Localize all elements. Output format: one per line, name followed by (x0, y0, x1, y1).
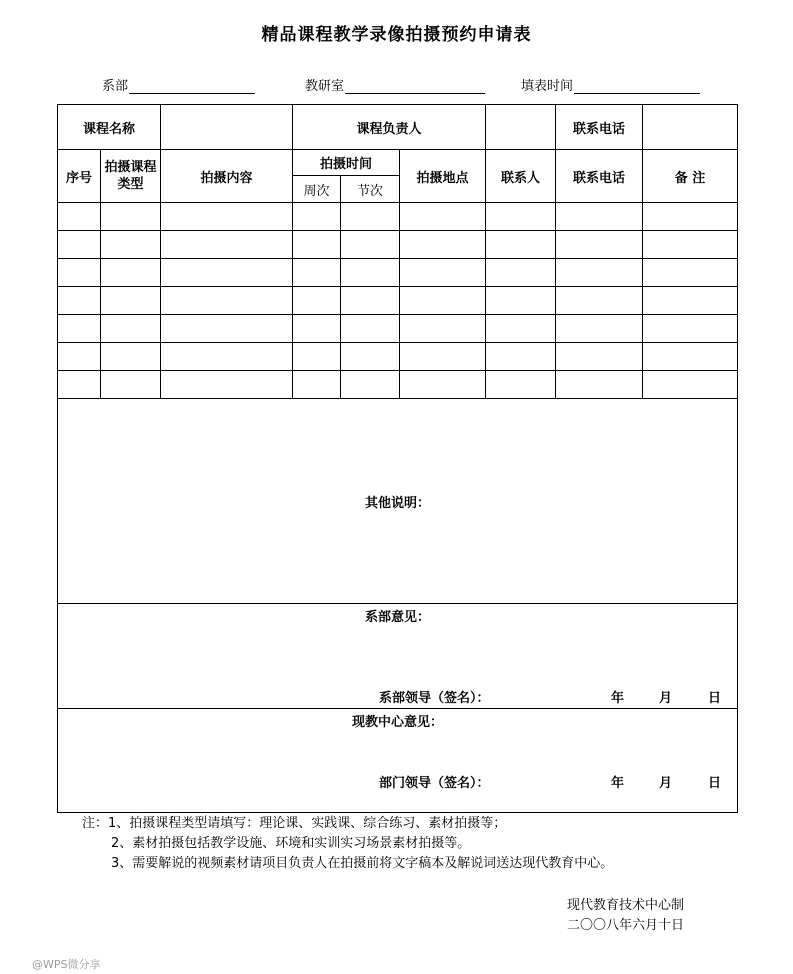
table-cell[interactable] (161, 231, 293, 259)
contact-phone-input[interactable] (643, 105, 738, 150)
table-row (58, 287, 738, 315)
table-cell[interactable] (486, 343, 556, 371)
table-cell[interactable] (58, 287, 101, 315)
center-month-label: 月 (659, 776, 673, 791)
col-shoot-location: 拍摄地点 (400, 150, 486, 203)
table-cell[interactable] (643, 343, 738, 371)
dept-day-label: 日 (708, 691, 722, 706)
table-cell[interactable] (341, 203, 400, 231)
col-week: 周次 (293, 176, 341, 203)
table-row (58, 231, 738, 259)
table-cell[interactable] (556, 231, 643, 259)
table-cell[interactable] (58, 231, 101, 259)
other-notes-label: 其他说明： (365, 495, 431, 511)
table-cell[interactable] (556, 259, 643, 287)
course-owner-label: 课程负责人 (293, 105, 486, 150)
center-year-label: 年 (611, 776, 625, 791)
col-index: 序号 (58, 150, 101, 203)
table-cell[interactable] (101, 343, 161, 371)
office-field[interactable] (305, 75, 485, 94)
table-cell[interactable] (161, 315, 293, 343)
table-cell[interactable] (556, 315, 643, 343)
table-cell[interactable] (101, 231, 161, 259)
col-remark: 备 注 (643, 150, 738, 203)
table-cell[interactable] (101, 371, 161, 399)
table-cell[interactable] (486, 315, 556, 343)
col-shoot-type: 拍摄课程类型 (101, 150, 161, 203)
dept-month-label: 月 (659, 691, 673, 706)
application-table (57, 104, 738, 813)
table-cell[interactable] (643, 231, 738, 259)
footer-block (567, 896, 684, 936)
office-blank[interactable] (345, 79, 485, 94)
table-cell[interactable] (400, 203, 486, 231)
table-cell[interactable] (101, 287, 161, 315)
center-day-label: 日 (708, 776, 722, 791)
wps-watermark: @WPS微分享 (32, 958, 101, 971)
date-label: 填表时间 (521, 79, 574, 94)
table-cell[interactable] (101, 259, 161, 287)
note-1: 注：1、拍摄课程类型请填写：理论课、实践课、综合练习、素材拍摄等； (82, 816, 507, 831)
contact-phone-label: 联系电话 (556, 105, 643, 150)
col-shoot-content: 拍摄内容 (161, 150, 293, 203)
table-cell[interactable] (341, 287, 400, 315)
footer-org: 现代教育技术中心制 (567, 898, 685, 913)
table-cell[interactable] (58, 259, 101, 287)
table-cell[interactable] (161, 203, 293, 231)
table-cell[interactable] (341, 315, 400, 343)
dept-opinion-label: 系部意见： (365, 610, 431, 625)
col-contact-person: 联系人 (486, 150, 556, 203)
table-cell[interactable] (341, 343, 400, 371)
table-cell[interactable] (400, 315, 486, 343)
table-cell[interactable] (556, 203, 643, 231)
col-shoot-time: 拍摄时间 (293, 150, 400, 176)
table-cell[interactable] (58, 343, 101, 371)
form-title: 精品课程教学录像拍摄预约申请表 (261, 25, 532, 45)
table-cell[interactable] (58, 203, 101, 231)
table-cell[interactable] (293, 371, 341, 399)
table-cell[interactable] (293, 315, 341, 343)
table-cell[interactable] (161, 287, 293, 315)
center-opinion-section[interactable] (58, 709, 738, 813)
table-cell[interactable] (400, 231, 486, 259)
table-cell[interactable] (643, 287, 738, 315)
table-row (58, 315, 738, 343)
date-blank[interactable] (574, 79, 700, 94)
table-cell[interactable] (556, 371, 643, 399)
center-signer-label: 部门领导（签名）： (379, 776, 490, 791)
table-cell[interactable] (161, 371, 293, 399)
table-row (58, 343, 738, 371)
table-cell[interactable] (486, 287, 556, 315)
table-cell[interactable] (643, 371, 738, 399)
table-cell[interactable] (486, 259, 556, 287)
dept-signer-label: 系部领导（签名）： (379, 691, 490, 706)
dept-year-label: 年 (611, 691, 625, 706)
footer-date: 二〇〇八年六月十日 (567, 918, 685, 933)
table-cell[interactable] (293, 343, 341, 371)
table-cell[interactable] (643, 203, 738, 231)
table-cell[interactable] (293, 203, 341, 231)
table-cell[interactable] (58, 315, 101, 343)
entry-rows (58, 203, 738, 399)
note-3: 3、需要解说的视频素材请项目负责人在拍摄前将文字稿本及解说词送达现代教育中心。 (111, 856, 614, 871)
table-cell[interactable] (293, 287, 341, 315)
table-cell[interactable] (101, 203, 161, 231)
course-name-input[interactable] (161, 105, 293, 150)
table-cell[interactable] (400, 287, 486, 315)
date-field[interactable] (521, 75, 700, 94)
table-cell[interactable] (486, 371, 556, 399)
table-row (58, 371, 738, 399)
table-cell[interactable] (341, 231, 400, 259)
dept-opinion-section[interactable] (58, 604, 738, 709)
table-cell[interactable] (643, 259, 738, 287)
table-cell[interactable] (400, 371, 486, 399)
table-cell[interactable] (293, 231, 341, 259)
course-owner-input[interactable] (486, 105, 556, 150)
center-opinion-label: 现教中心意见： (352, 715, 444, 730)
course-name-label: 课程名称 (58, 105, 161, 150)
table-cell[interactable] (58, 371, 101, 399)
table-cell[interactable] (341, 371, 400, 399)
table-cell[interactable] (161, 343, 293, 371)
table-cell[interactable] (486, 231, 556, 259)
table-cell[interactable] (101, 315, 161, 343)
table-cell[interactable] (161, 259, 293, 287)
dept-blank[interactable] (129, 79, 255, 94)
table-cell[interactable] (341, 259, 400, 287)
note-2: 2、素材拍摄包括教学设施、环境和实训实习场景素材拍摄等。 (111, 836, 471, 851)
col-period: 节次 (341, 176, 400, 203)
table-cell[interactable] (556, 343, 643, 371)
table-cell[interactable] (643, 315, 738, 343)
table-row (58, 203, 738, 231)
table-cell[interactable] (556, 287, 643, 315)
table-cell[interactable] (400, 343, 486, 371)
dept-field[interactable] (102, 75, 255, 94)
col-contact-phone: 联系电话 (556, 150, 643, 203)
table-cell[interactable] (400, 259, 486, 287)
office-label: 教研室 (305, 79, 345, 94)
table-cell[interactable] (293, 259, 341, 287)
table-cell[interactable] (486, 203, 556, 231)
table-row (58, 259, 738, 287)
dept-label: 系部 (102, 79, 129, 94)
notes-block (82, 814, 613, 874)
other-notes-section[interactable] (58, 399, 738, 604)
